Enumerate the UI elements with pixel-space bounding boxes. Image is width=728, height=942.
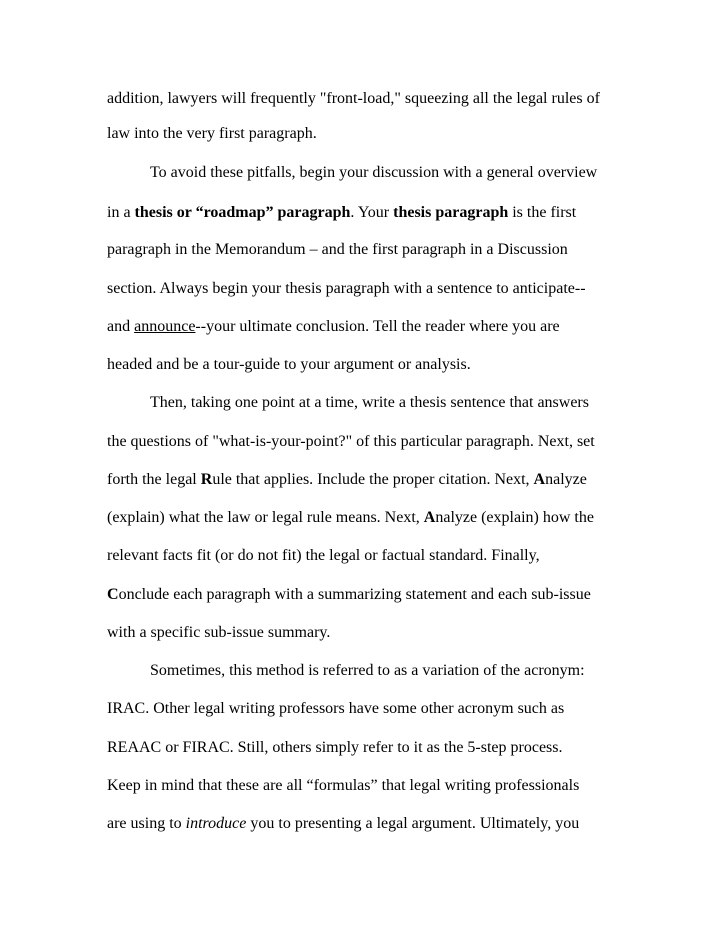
- text-run: headed and be a tour-guide to your argument or analysis.: [107, 356, 471, 373]
- text-run: Then, taking one point at a time, write a thesis sentence that answers: [150, 394, 589, 411]
- text-line: [107, 317, 560, 337]
- text-line: [107, 240, 568, 260]
- text-line: [107, 89, 600, 109]
- text-run: nalyze (explain) how the: [435, 509, 594, 526]
- text-line: [107, 585, 591, 605]
- text-run: is the first: [508, 204, 577, 221]
- italic-word-introduce: introduce: [185, 815, 247, 832]
- bold-letter-a: A: [423, 509, 436, 526]
- text-run: you to presenting a legal argument. Ultimately, you: [246, 815, 580, 832]
- text-line: [107, 470, 587, 490]
- text-line: [150, 163, 597, 183]
- text-run: ule that applies. Include the proper citation. Next,: [212, 471, 534, 488]
- text-line: [107, 814, 579, 834]
- text-line: [107, 279, 586, 299]
- text-line: [107, 432, 595, 452]
- text-line: [150, 661, 585, 681]
- text-run: IRAC. Other legal writing professors have some other acronym such as: [107, 700, 565, 717]
- bold-phrase-thesis-paragraph: thesis paragraph: [393, 204, 509, 221]
- text-run: onclude each paragraph with a summarizing statement and each sub-issue: [118, 586, 591, 603]
- text-run: Sometimes, this method is referred to as a variation of the acronym:: [150, 662, 585, 679]
- text-line: [107, 699, 564, 719]
- bold-letter-c: C: [107, 586, 119, 603]
- bold-letter-a: A: [533, 471, 546, 488]
- text-run: with a specific sub-issue summary.: [107, 624, 331, 641]
- text-line: [107, 623, 330, 643]
- text-line: [107, 203, 576, 223]
- bold-letter-r: R: [200, 471, 213, 488]
- underlined-word-announce: announce: [134, 318, 196, 335]
- text-line: [107, 546, 540, 566]
- text-run: in a: [107, 204, 135, 221]
- text-run: Keep in mind that these are all “formulas” that legal writing professionals: [107, 777, 580, 794]
- text-run: nalyze: [545, 471, 587, 488]
- text-run: are using to: [107, 815, 186, 832]
- text-line: [107, 776, 579, 796]
- text-line: [107, 355, 471, 375]
- text-run: section. Always begin your thesis paragraph with a sentence to anticipate--: [107, 280, 586, 297]
- text-run: To avoid these pitfalls, begin your discussion with a general overview: [150, 164, 598, 181]
- text-run: . Your: [350, 204, 394, 221]
- text-line: [107, 124, 317, 144]
- text-line: [150, 393, 589, 413]
- text-run: law into the very first paragraph.: [107, 125, 317, 142]
- text-run: the questions of "what-is-your-point?" of this particular paragraph. Next, set: [107, 433, 595, 450]
- text-line: [107, 738, 563, 758]
- text-run: addition, lawyers will frequently "front-load," squeezing all the legal rules of: [107, 90, 600, 107]
- text-run: --your ultimate conclusion. Tell the reader where you are: [195, 318, 560, 335]
- text-run: relevant facts fit (or do not fit) the legal or factual standard. Finally,: [107, 547, 540, 564]
- text-run: paragraph in the Memorandum – and the first paragraph in a Discussion: [107, 241, 568, 258]
- text-run: REAAC or FIRAC. Still, others simply refer to it as the 5-step process.: [107, 739, 563, 756]
- bold-phrase-thesis-roadmap: thesis or “roadmap” paragraph: [134, 204, 351, 221]
- text-run: forth the legal: [107, 471, 201, 488]
- text-run: (explain) what the law or legal rule means. Next,: [107, 509, 424, 526]
- text-run: and: [107, 318, 135, 335]
- text-line: [107, 508, 594, 528]
